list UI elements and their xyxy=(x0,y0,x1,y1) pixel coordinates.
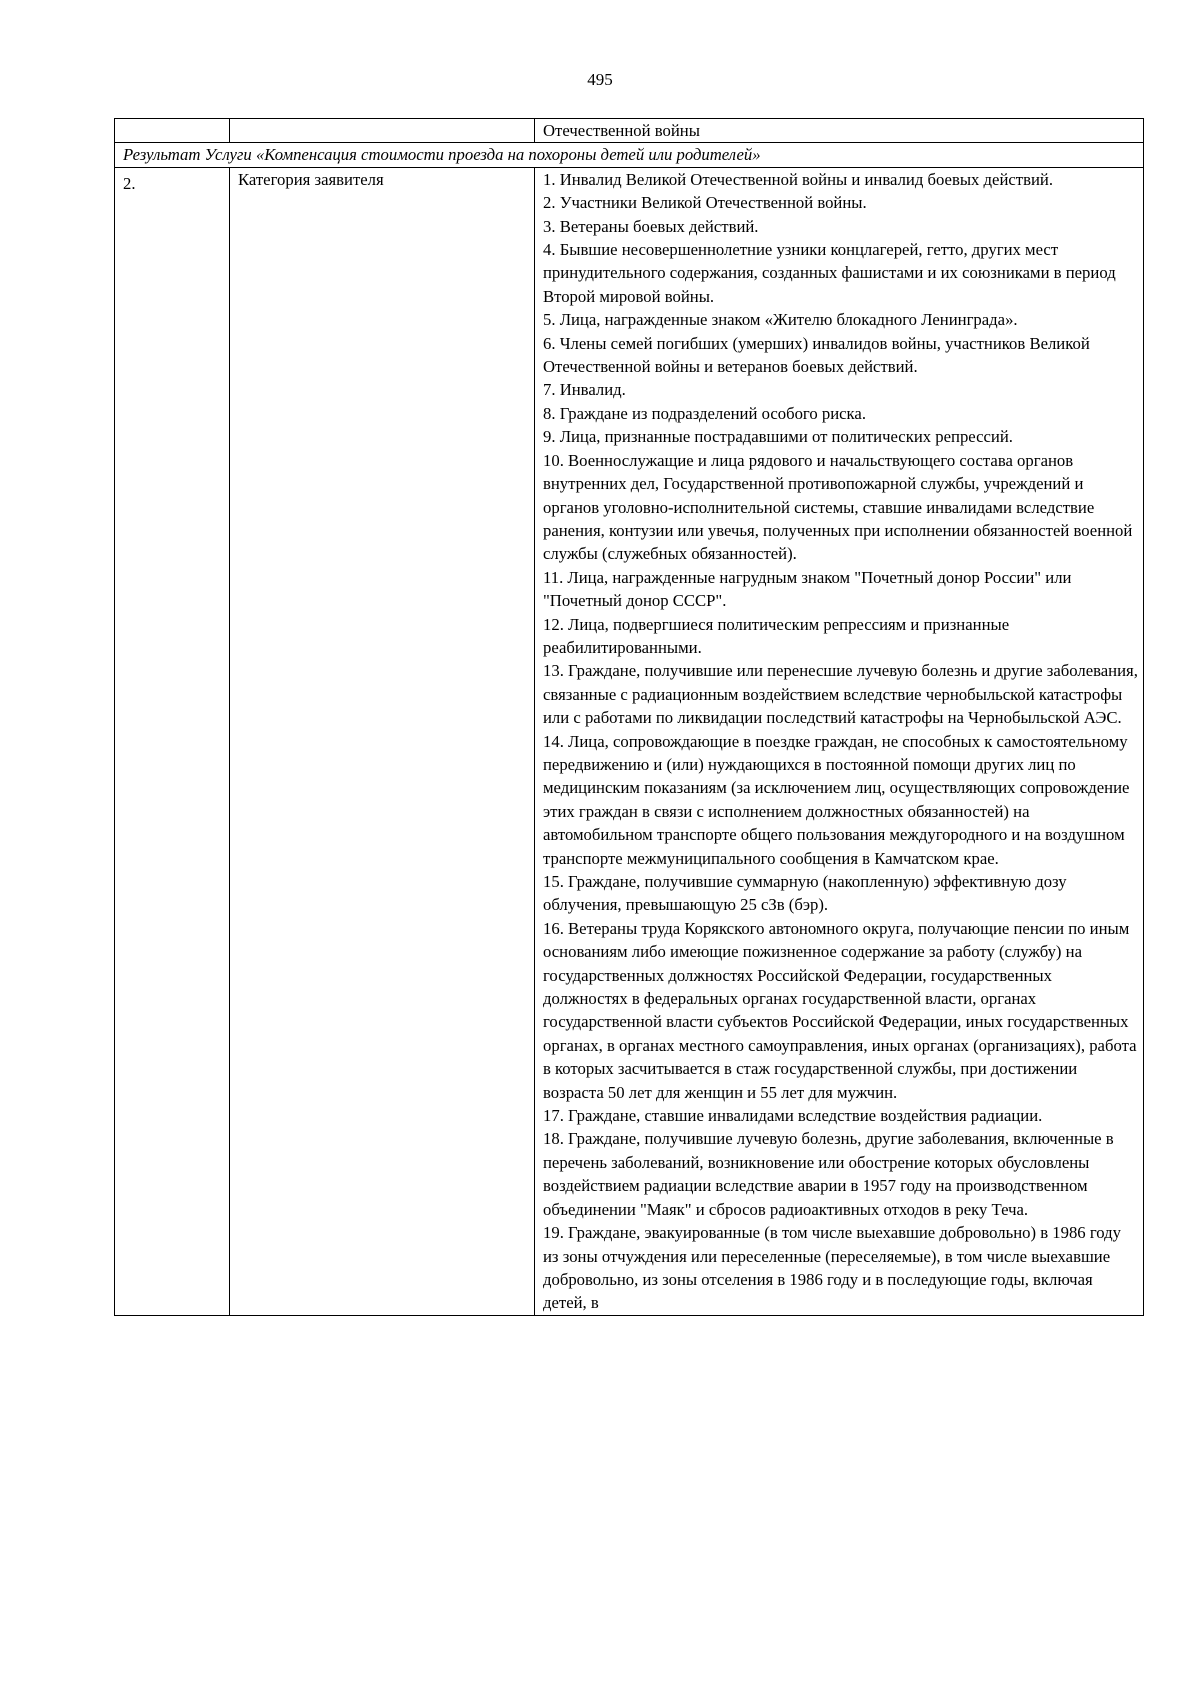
list-item: 5. Лица, награжденные знаком «Жителю блокадного Ленинграда». xyxy=(543,310,1018,330)
list-item: 15. Граждане, получившие суммарную (накопленную) эффективную дозу облучения, превышающую 25 сЗв (бэр). xyxy=(543,872,1067,915)
result-heading: Результат Услуги «Компенсация стоимости проезда на похороны детей или родителей» xyxy=(115,143,1144,167)
list-item: 7. Инвалид. xyxy=(543,380,626,400)
list-item: 13. Граждане, получившие или перенесшие лучевую болезнь и другие заболевания, связанные с радиационным воздействием вследствие чернобыльской катастрофы или с работами по ликвидации последствий катастрофы на Чернобыльской АЭС. xyxy=(543,661,1138,728)
list-item: 8. Граждане из подразделений особого риска. xyxy=(543,403,866,423)
list-item: 18. Граждане, получившие лучевую болезнь, другие заболевания, включенные в перечень заболеваний, возникновение или обострение которых обусловлены воздействием радиации вследствие аварии в 1957 году на производственном объединении "Маяк" и сбросов радиоактивных отходов в реку Теча. xyxy=(543,1129,1114,1219)
row-number: 2. xyxy=(115,167,230,1315)
list-item: 6. Члены семей погибших (умерших) инвалидов войны, участников Великой Отечественной войны и ветеранов боевых действий. xyxy=(543,333,1090,377)
category-row xyxy=(115,167,1144,1315)
continuation-cell-3: Отечественной войны xyxy=(535,119,1144,143)
list-item: 4. Бывшие несовершеннолетние узники концлагерей, гетто, других мест принудительного содержания, созданных фашистами и их союзниками в период Второй мировой войны. xyxy=(543,240,1116,306)
result-row xyxy=(115,143,1144,167)
category-list xyxy=(535,167,1144,1315)
continuation-cell-1 xyxy=(115,119,230,143)
continuation-cell-2 xyxy=(230,119,535,143)
list-item: 19. Граждане, эвакуированные (в том числе выехавшие добровольно) в 1986 году из зоны отчуждения или переселенные (переселяемые), в том числе выехавшие добровольно, из зоны отселения в 1986 году и в последующие годы, включая детей, в xyxy=(543,1223,1121,1313)
list-item: 12. Лица, подвергшиеся политическим репрессиям и признанные реабилитированными. xyxy=(543,614,1010,657)
list-item: 1. Инвалид Великой Отечественной войны и инвалид боевых действий. xyxy=(543,169,1053,189)
page-number: 495 xyxy=(587,70,613,89)
list-item: 14. Лица, сопровождающие в поездке граждан, не способных к самостоятельному передвижению и (или) нуждающихся в постоянной помощи других лиц по медицинским показаниям (за исключением лиц, осуществляющих сопровождение этих граждан в связи с исполнением должностных обязанностей) на автомобильном транспорте общего пользования междугородного и на воздушном транспорте межмуниципального сообщения в Камчатском крае. xyxy=(543,731,1130,868)
list-item: 16. Ветераны труда Корякского автономного округа, получающие пенсии по иным основаниям либо имеющие пожизненное содержание за работу (службу) на государственных должностях Российской Федерации, государственных должностях в федеральных органах государственной власти, органах государственной власти субъектов Российской Федерации, иных государственных органах, в органах местного самоуправления, иных органах (организациях), работа в которых засчитывается в стаж государственной службы, при достижении возраста 50 лет для женщин и 55 лет для мужчин. xyxy=(543,918,1137,1102)
list-item: 11. Лица, награжденные нагрудным знаком "Почетный донор России" или "Почетный донор СССР". xyxy=(543,567,1072,611)
category-label: Категория заявителя xyxy=(230,167,535,1315)
service-table xyxy=(114,118,1144,1316)
list-item: 17. Граждане, ставшие инвалидами вследствие воздействия радиации. xyxy=(543,1106,1043,1126)
list-item: 2. Участники Великой Отечественной войны. xyxy=(543,193,867,213)
continuation-row xyxy=(115,119,1144,143)
list-item: 3. Ветераны боевых действий. xyxy=(543,216,759,236)
list-item: 9. Лица, признанные пострадавшими от политических репрессий. xyxy=(543,427,1013,447)
list-item: 10. Военнослужащие и лица рядового и начальствующего состава органов внутренних дел, Государственной противопожарной службы, учреждений и органов уголовно-исполнительной системы, ставшие инвалидами вследствие ранения, контузии или увечья, полученных при исполнении обязанностей военной службы (служебных обязанностей). xyxy=(543,450,1133,564)
